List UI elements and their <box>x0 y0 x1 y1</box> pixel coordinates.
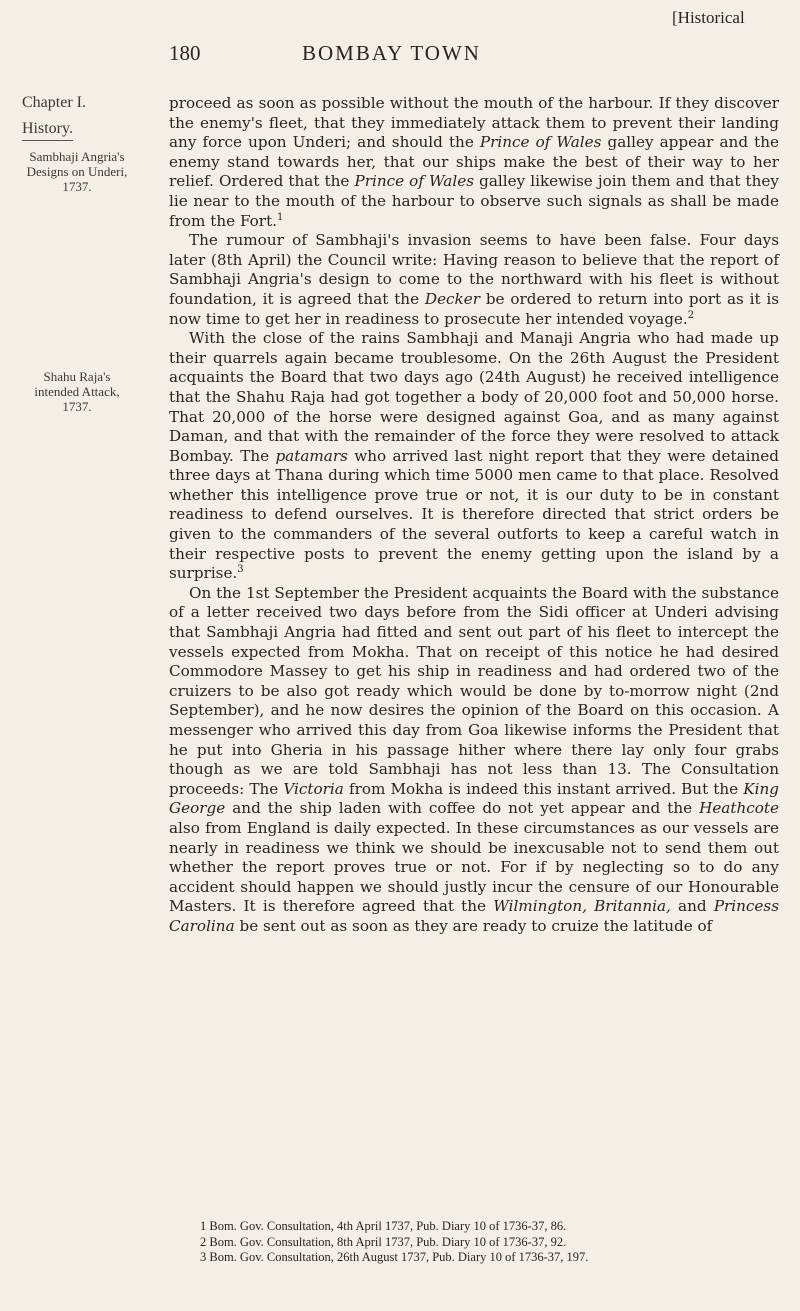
body-text <box>169 94 779 937</box>
paragraph-1: proceed as soon as possible without the mouth of the harbour. If they discover the enemy's fleet, that they immediately attack them to prevent their landing any force upon Underi; and should the Prince of Wales galley appear and the enemy stand towards her, that our ships make the best of their way to her relief. Ordered that the Prince of Wales galley likewise join them and that they lie near to the mouth of the harbour to observe such signals as shall be made from the Fort.$^1$ <box>169 94 779 230</box>
footnote-ref-3: 3 <box>237 564 244 576</box>
paragraph-2: The rumour of Sambhaji's invasion seems to have been false. Four days later (8th April) the Council write: Having reason to believe that the report of Sambhaji Angria's design to come to the northward with his fleet is without foundation, it is agreed that the Decker be ordered to return into port as it is now time to get her in readiness to prosecute her intended voyage.$^2$ <box>169 231 780 328</box>
paragraph-4: On the 1st September the President acquaints the Board with the substance of a letter received two days before from the Sidi officer at Underi advising that Sambhaji Angria had fitted and sent out part of his fleet to intercept the vessels expected from Mokha. That on receipt of this notice he had desired Commodore Massey to get his ship in readiness and had ordered two of the cruizers to be also got ready which would be done by to-morrow night (2nd September), and he now desires the opinion of the Board on this occasion. A messenger who arrived this day from Goa likewise informs the President that he put into Gheria in his passage hither where there lay only four grabs though as we are told Sambhaji has not less than 13. The Consultation proceeds: The Victoria from Mokha is indeed this instant arrived. But the King George and the ship laden with coffee do not yet appear and the Heathcote also from England is daily expected. In these circumstances as our vessels are nearly in readiness we think we should be inexcusable not to send them out whether the report proves true or not. For if by neglecting so to do any accident should happen we should justly incur the censure of our Honourable Masters. It is therefore agreed that the Wilmington, Britannia, and Princess Carolina be sent out as soon as they are ready to cruize the latitude of <box>169 583 780 935</box>
footnote-2: 2 Bom. Gov. Consultation, 8th April 1737, Pub. Diary 10 of 1736-37, 92. <box>200 1234 567 1249</box>
margin-history: History. <box>22 120 73 141</box>
margin-column-2 <box>22 369 132 414</box>
footnote-1: 1 Bom. Gov. Consultation, 4th April 1737, Pub. Diary 10 of 1736-37, 86. <box>200 1219 567 1233</box>
footnote-ref-1: 1 <box>277 211 284 223</box>
section-label: [Historical <box>672 8 745 27</box>
footnotes <box>200 1219 790 1266</box>
margin-chapter: Chapter I. <box>22 94 86 111</box>
footnote-ref-2: 2 <box>687 309 695 321</box>
page-number: 180 <box>169 41 201 65</box>
footnote-3: 3 Bom. Gov. Consultation, 26th August 1737, Pub. Diary 10 of 1736-37, 197. <box>200 1250 589 1264</box>
margin-note-shahu: Shahu Raja's intended Attack, 1737. <box>34 369 120 414</box>
margin-note-sambhaji: Sambhaji Angria's Designs on Underi, 1737. <box>26 149 128 194</box>
running-title: BOMBAY TOWN <box>302 41 481 65</box>
margin-column <box>22 94 132 194</box>
paragraph-3: With the close of the rains Sambhaji and Manaji Angria who had made up their quarrels again became troublesome. On the 26th August the President acquaints the Board that two days ago (24th August) he received intelligence that the Shahu Raja had got together a body of 20,000 foot and 50,000 horse. That 20,000 of the horse were designed against Goa, and as many against Daman, and that with the remainder of the force they were resolved to attack Bombay. The patamars who arrived last night report that they were detained three days at Thana during which time 5000 men came to that place. Resolved whether this intelligence prove true or not, it is our duty to be in constant readiness to defend ourselves. It is therefore directed that strict orders be given to the commanders of the several outforts to keep a careful watch in their respective posts to prevent the enemy getting upon the island by a surprise.$^3$ <box>169 329 779 583</box>
